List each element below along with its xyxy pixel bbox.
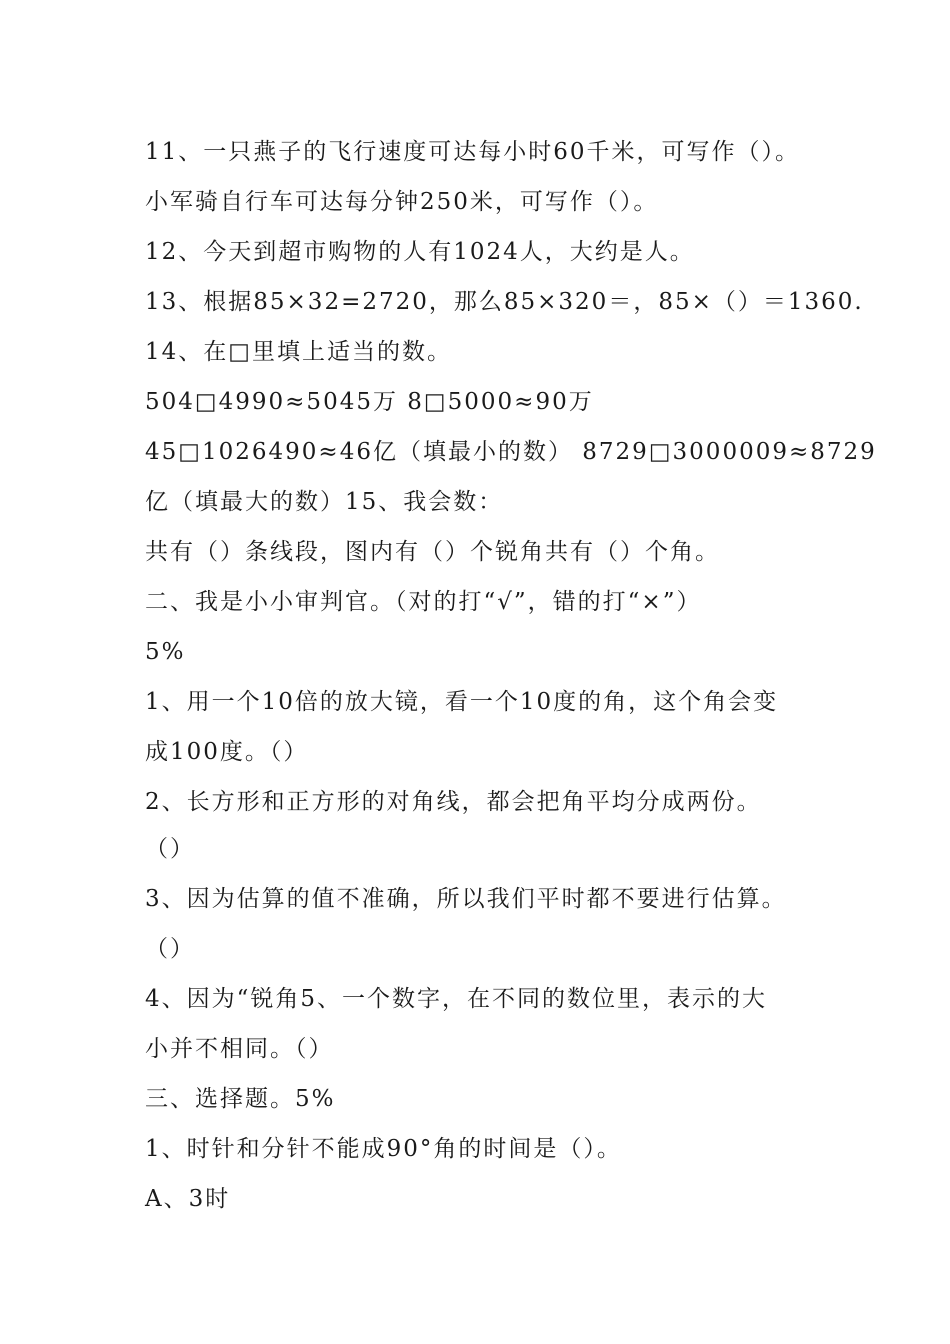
text-line: 小军骑自行车可达每分钟250米，可写作（）。	[145, 189, 659, 215]
text-line: 5%	[145, 639, 186, 665]
text-line: （）	[145, 936, 195, 962]
text-line: 12、今天到超市购物的人有1024人，大约是人。	[145, 239, 695, 265]
section-heading: 三、选择题。5%	[145, 1086, 336, 1112]
text-line: 小并不相同。（）	[145, 1036, 334, 1062]
text-line: 14、在□里填上适当的数。	[145, 339, 452, 365]
text-line: 1、用一个10倍的放大镜，看一个10度的角，这个角会变	[145, 689, 779, 715]
text-line: A、3时	[145, 1186, 231, 1212]
text-line: 1、时针和分针不能成90°角的时间是（）。	[145, 1136, 622, 1162]
text-line: 45□1026490≈46亿（填最小的数） 8729□3000009≈8729	[145, 439, 877, 465]
text-line: 共有（）条线段，图内有（）个锐角共有（）个角。	[145, 539, 720, 565]
text-line: 3、因为估算的值不准确，所以我们平时都不要进行估算。	[145, 886, 787, 912]
text-line: （）	[145, 836, 195, 862]
text-line: 504□4990≈5045万 8□5000≈90万	[145, 389, 594, 415]
text-line: 13、根据85×32=2720，那么85×320＝，85×（）＝1360.	[145, 289, 864, 315]
section-heading: 二、我是小小审判官。（对的打“√”，错的打“×”）	[145, 589, 702, 615]
text-line: 4、因为“锐角5、一个数字，在不同的数位里，表示的大	[145, 986, 768, 1012]
text-line: 11、一只燕子的飞行速度可达每小时60千米，可写作（）。	[145, 139, 801, 165]
text-line: 成100度。（）	[145, 739, 309, 765]
text-line: 亿（填最大的数）15、我会数：	[145, 489, 504, 515]
text-line: 2、长方形和正方形的对角线，都会把角平均分成两份。	[145, 789, 762, 815]
